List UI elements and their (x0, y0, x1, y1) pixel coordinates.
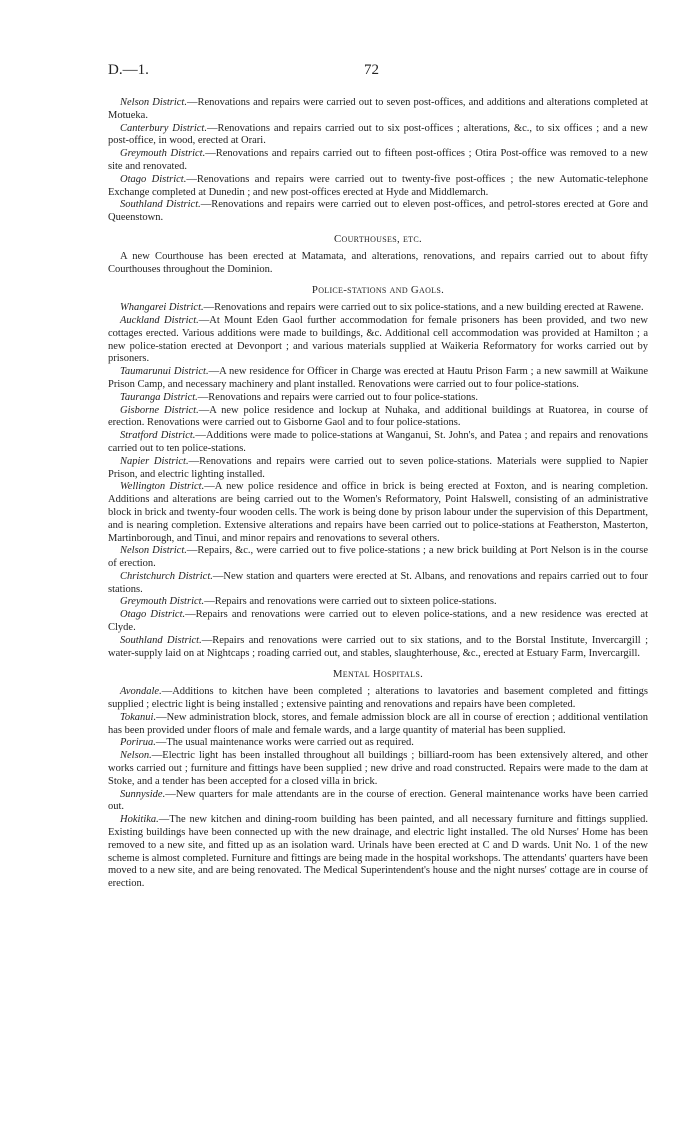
paragraph (108, 430, 648, 456)
paragraph (108, 814, 648, 891)
paragraph-lead: Stratford District. (120, 430, 196, 442)
paragraph-text: —At Mount Eden Gaol further accommodation for female prisoners has been provided, and two new cottages erected. Various additions were made to buildings, &c. Additional cell accommodation was provided at Hamilton ; a new police-station erected at Devonport ; and various materials supplied at Waikeria Reformatory for works carried out by prisoners. (108, 314, 648, 365)
paragraph (108, 251, 648, 277)
paragraph-lead: Taumarunui District. (120, 366, 209, 378)
paragraph (108, 199, 648, 225)
paragraph-lead: Tauranga District. (120, 391, 198, 403)
paragraph-lead: Tokanui. (120, 711, 157, 723)
paragraph-text: —Renovations and repairs were carried out to six police-stations, and a new building erected at Rawene. (203, 302, 644, 314)
paragraph (108, 123, 648, 149)
paragraph (108, 635, 648, 661)
paragraph-text: —Renovations and repairs carried out to fifteen post-offices ; Otira Post-office was removed to a new site and renovated. (108, 148, 649, 172)
paragraph-lead: Avondale. (120, 686, 162, 698)
paragraph-lead: Whangarei District. (120, 302, 204, 314)
paragraph-lead: Gisborne District. (120, 404, 199, 416)
paragraph (108, 315, 648, 366)
paragraph-text: —Additions were made to police-stations at Wanganui, St. John's, and Patea ; and repairs and renovations carried out to ten police-stations. (108, 430, 649, 454)
paragraph-text: —Repairs, &c., were carried out to five police-stations ; a new brick building at Port Nelson is in the course of erection. (108, 545, 648, 570)
paragraph-text: —Repairs and renovations were carried out to six stations, and to the Borstal Institute, Invercargill ; water-supply laid on at Nightcaps ; roading carried out, and stables, slaughterhouse, &c., erected at Estuary Farm, Invercargill. (108, 634, 648, 659)
paragraph-lead: Greymouth District. (120, 596, 205, 608)
paragraph-lead: Nelson. (120, 750, 152, 762)
paragraph (108, 789, 648, 815)
paragraph-text: —Repairs and renovations were carried out to eleven police-stations, and a new residence was erected at Clyde. (108, 609, 648, 634)
paragraph-lead: Hokitika. (120, 814, 159, 826)
paragraph-lead: Porirua. (120, 737, 156, 749)
paragraph-lead: Sunnyside. (120, 788, 166, 800)
paragraph-text: —Renovations and repairs were carried out to twenty-five post-offices ; the new Automatic-telephone Exchange completed at Dunedin ; and new post-offices erected at Hyde and Middlemarch. (108, 173, 648, 198)
paragraph-text: —Renovations and repairs carried out to six post-offices ; alterations, &c., to six offices ; and a new post-office, in wood, erected at Orari. (108, 122, 648, 147)
paragraph-text: —A new police residence and lockup at Nuhaka, and additional buildings at Ruatorea, in course of erection. Renovations were carried out to Gisborne Gaol and to four police-stations. (108, 404, 649, 429)
paragraph (108, 392, 648, 405)
paragraph-lead: Southland District. (120, 634, 202, 646)
paragraph-text: —Renovations and repairs were carried out to eleven post-offices, and petrol-stores erected at Gore and Queenstown. (108, 199, 648, 224)
paragraph-lead: Greymouth District. (120, 148, 206, 160)
paragraph (108, 737, 648, 750)
paragraph (108, 97, 648, 123)
paragraph (108, 596, 648, 609)
paragraph-lead: Canterbury District. (120, 122, 207, 134)
paragraph-text: —Renovations and repairs were carried out to seven police-stations. Materials were supplied to Napier Prison, and electric lighting installed. (108, 455, 648, 480)
paragraph (108, 686, 648, 712)
paragraph-text: —New station and quarters were erected at St. Albans, and renovations and repairs carried out to four stations. (108, 570, 648, 595)
paragraph (108, 609, 648, 635)
paragraph-lead: Auckland District. (120, 314, 199, 326)
paragraph-text: —New quarters for male attendants are in the course of erection. General maintenance works have been carried out. (108, 788, 648, 813)
paragraph-text: —New administration block, stores, and female admission block are all in course of erection ; additional ventilation has been provided under floors of male and female wards, and a large quantity of material has been supplied. (108, 711, 648, 736)
section-heading: Courthouses, etc. (334, 232, 422, 245)
paragraph-text: —Repairs and renovations were carried out to sixteen police-stations. (204, 596, 497, 608)
document-body (108, 97, 648, 891)
paragraph (108, 366, 648, 392)
paragraph-text: —Renovations and repairs were carried out to seven post-offices, and additions and alterations completed at Motueka. (108, 97, 648, 121)
paragraph-text: A new Courthouse has been erected at Matamata, and alterations, renovations, and repairs carried out to about fifty Courthouses throughout the Dominion. (108, 250, 648, 275)
paragraph (108, 148, 648, 174)
paragraph-text: —Renovations and repairs were carried out to four police-stations. (197, 391, 479, 403)
paragraph-lead: Christchurch District. (120, 570, 213, 582)
paragraph (108, 405, 648, 431)
paragraph-text: —Electric light has been installed throughout all buildings ; billiard-room has been extensively altered, and other works carried out ; furniture and fittings have been supplied ; new drive and road constructed. Repairs were made to the dam at Stoke, and a tender has been accepted for a closed villa in brick. (108, 750, 648, 787)
paragraph-lead: Napier District. (120, 455, 189, 467)
paragraph (108, 712, 648, 738)
paragraph-text: —A new police residence and office in brick is being erected at Foxton, and is nearing completion. Additions and alterations are being carried out to the Women's Reformatory, Point Halswell, consisting of an administrative block in brick and twenty-four wooden cells. The work is being done by prison labour under the supervision of this Department, and is nearing completion. Extensive alterations and repairs have been carried out to police-stations at Featherston, Masterton, Martinborough, and Tinui, and minor repairs and renovations to several others. (108, 481, 648, 544)
paragraph (108, 545, 648, 571)
paragraph-lead: Otago District. (120, 609, 186, 621)
paragraph-lead: Otago District. (120, 173, 187, 185)
paragraph-text: —Additions to kitchen have been completed ; alterations to lavatories and basement completed and fittings supplied ; electric light is being installed ; extensive painting and renovations and repairs have been completed. (108, 686, 648, 711)
paragraph (108, 174, 648, 200)
section-heading: Police-stations and Gaols. (311, 284, 445, 297)
paragraph-lead: Southland District. (120, 199, 201, 211)
paragraph-lead: Nelson District. (120, 97, 187, 108)
paragraph-lead: Nelson District. (120, 545, 187, 557)
page-header (108, 64, 640, 82)
paragraph (108, 302, 648, 315)
paragraph-text: —A new residence for Officer in Charge was erected at Hautu Prison Farm ; a new sawmill at Waikune Prison Camp, and necessary machinery and plant installed. Renovations were carried out to four police-stations. (108, 366, 648, 390)
paragraph (108, 571, 648, 597)
document-reference: D.—1. (108, 62, 149, 78)
paragraph (108, 456, 648, 482)
paragraph (108, 750, 648, 788)
paragraph-text: —The usual maintenance works were carried out as required. (155, 737, 414, 749)
page-number: 72 (364, 62, 379, 78)
paragraph-text: —The new kitchen and dining-room building has been painted, and all necessary furniture and fittings supplied. Existing buildings have been connected up with the new drainage, and electric light installed. The old Nurses' Home has been removed to a new site, and fitted up as an isolation ward. Urinals have been erected at C and D wards. Unit No. 1 of the new scheme is almost completed. Furniture and fittings are being made in the hospital workshops. The attendants' quarters have been moved to a new site, and are being renovated. The Medical Superintendent's house and the night nurses' cottage are in course of erection. (108, 814, 648, 890)
section-heading: Mental Hospitals. (332, 668, 424, 681)
paragraph (108, 481, 648, 545)
paragraph-lead: Wellington District. (120, 481, 205, 493)
